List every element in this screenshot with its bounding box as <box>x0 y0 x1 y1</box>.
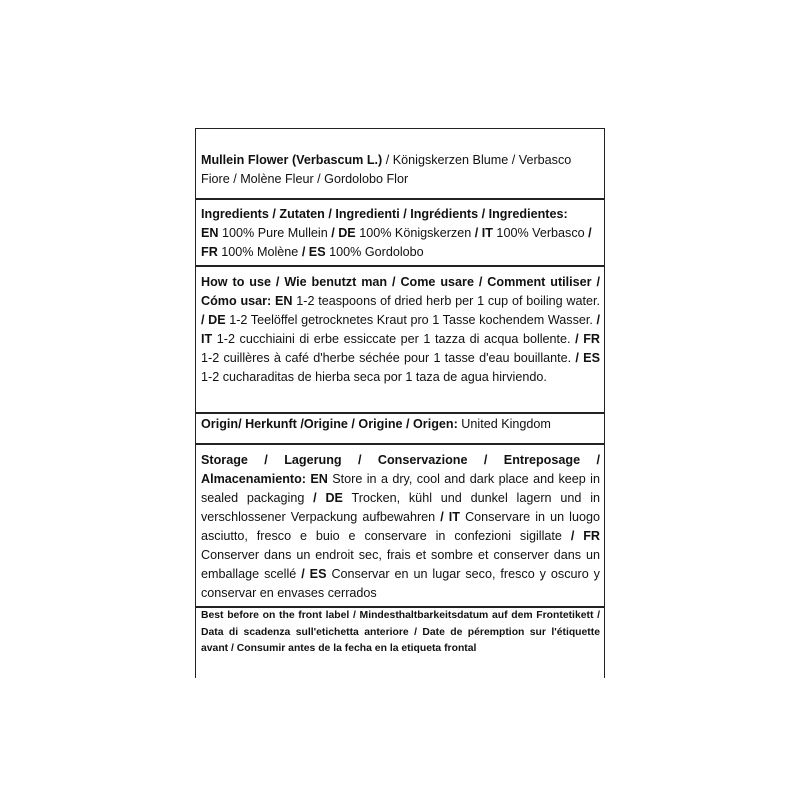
origin-text <box>201 415 600 434</box>
origin-value: United Kingdom <box>457 417 551 431</box>
divider <box>196 265 604 267</box>
how-to-use-text: How to use / Wie benutzt man / Come usare / Comment utiliser / Cómo usar: EN 1-2 teaspoons of dried herb per 1 cup of boiling water. / DE 1-2 Teelöffel getrocknetes Kraut pro 1 Tasse kochendem Wasser. / IT 1-2 cucchiaini di erbe essiccate per 1 tazza di acqua bollente. / FR 1-2 cuillères à café d'herbe séchée pour 1 tasse d'eau bouillante. / ES 1-2 cucharaditas de hierba seca por 1 taza de agua hirviendo. <box>201 275 601 384</box>
divider <box>196 412 604 414</box>
origin-heading: Origin/ Herkunft /Origine / Origine / Origen: <box>201 417 458 431</box>
best-before-text: Best before on the front label / Mindesthaltbarkeitsdatum auf dem Frontetikett / Data di scadenza sull'etichetta anteriore / Date de péremption sur l'étiquette avant / Consumir antes de la fecha en la etiqueta frontal <box>201 610 600 654</box>
how-to-use-section <box>201 273 600 387</box>
origin-section <box>201 415 600 434</box>
divider <box>196 198 604 200</box>
product-name-section <box>201 151 600 189</box>
best-before-section <box>201 608 600 658</box>
product-name-translations: / Königskerzen Blume / Verbasco Fiore / Molène Fleur / Gordolobo Flor <box>201 153 572 186</box>
divider <box>196 443 604 445</box>
how-to-use-heading: How to use / Wie benutzt man / Come usare / Comment utiliser / Cómo usar: <box>201 275 600 308</box>
storage-heading: Storage / Lagerung / Conservazione / Entreposage / Almacenamiento: <box>201 453 600 486</box>
ingredients-heading: Ingredients / Zutaten / Ingredienti / Ingrédients / Ingredientes: <box>201 207 568 221</box>
product-name <box>201 151 600 189</box>
product-name-bold: Mullein Flower (Verbascum L.) <box>201 153 383 167</box>
ingredients-text: Ingredients / Zutaten / Ingredienti / Ingrédients / Ingredientes: EN 100% Pure Mullein / DE 100% Königskerzen / IT 100% Verbasco / FR 100% Molène / ES 100% Gordolobo <box>201 207 592 259</box>
storage-text: Storage / Lagerung / Conservazione / Entreposage / Almacenamiento: EN Store in a dry, cool and dark place and keep in sealed packaging / DE Trocken, kühl und dunkel lagern und in verschlossener Verpackung aufbewahren / IT Conservare in un luogo asciutto, fresco e buio e conservare in confezioni sigillate / FR Conserver dans un endroit sec, frais et sombre et conserver dans un emballage scellé / ES Conservar en un lugar seco, fresco y oscuro y conservar en envases cerrados <box>201 453 600 600</box>
product-label <box>195 128 605 678</box>
storage-section <box>201 451 600 603</box>
ingredients-section <box>201 205 600 262</box>
